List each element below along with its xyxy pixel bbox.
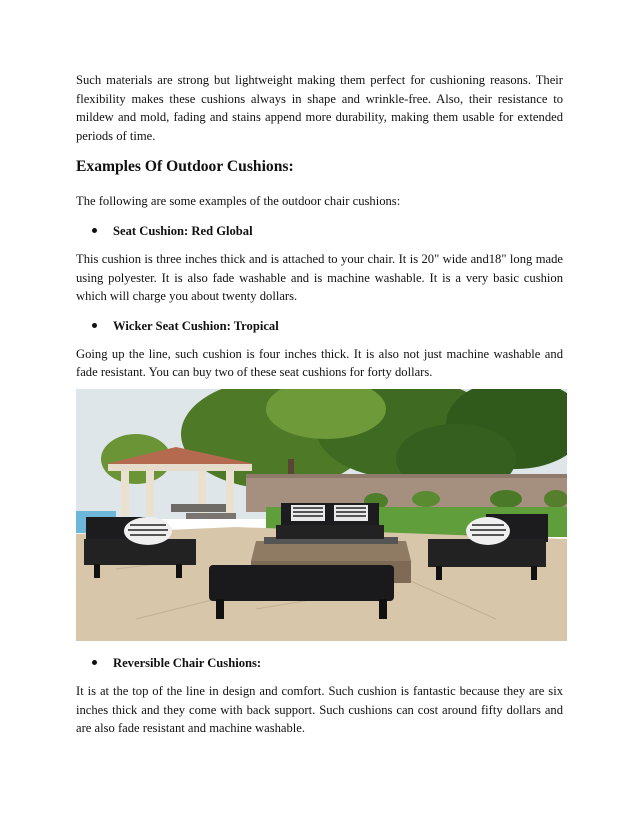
- list-item-title: Wicker Seat Cushion: Tropical: [113, 318, 279, 333]
- section-heading: Examples Of Outdoor Cushions:: [76, 158, 294, 176]
- seat-cushion-description: This cushion is three inches thick and is attached to your chair. It is 20" wide and18" long made using polyester. It is also fade washable and is machine washable. It is a very basic cushion which will charge you about twenty dollars.: [76, 251, 563, 304]
- list-item-title: Seat Cushion: Red Global: [113, 223, 253, 238]
- reversible-cushion-description: It is at the top of the line in design and comfort. Such cushion is fantastic because they are six inches thick and they come with back support. Such cushions can cost around fifty dollars and are also fade resistant and machine washable.: [76, 683, 563, 736]
- patio-furniture-photo: [76, 389, 567, 641]
- list-item-title: Reversible Chair Cushions:: [113, 655, 262, 670]
- bullet-icon: [92, 660, 97, 665]
- cushion-list-2: [76, 317, 563, 335]
- list-item-wicker-cushion: [76, 317, 563, 335]
- intro-paragraph: The following are some examples of the outdoor chair cushions:: [76, 194, 401, 209]
- bullet-icon: [92, 323, 97, 328]
- list-item-seat-cushion: [76, 222, 563, 240]
- list-item-reversible-cushion: [76, 654, 563, 672]
- paragraph-materials: Such materials are strong but lightweight making them perfect for cushioning reasons. Their flexibility makes these cushions always in shape and wrinkle-free. Also, their resistance to mildew and mold, fading and stains append more durability, making them usable for extended periods of time.: [76, 73, 563, 143]
- cushion-list-1: [76, 222, 563, 240]
- cushion-list-3: [76, 654, 563, 672]
- wicker-cushion-description: Going up the line, such cushion is four inches thick. It is also not just machine washable and fade resistant. You can buy two of these seat cushions for forty dollars.: [76, 346, 563, 380]
- bullet-icon: [92, 228, 97, 233]
